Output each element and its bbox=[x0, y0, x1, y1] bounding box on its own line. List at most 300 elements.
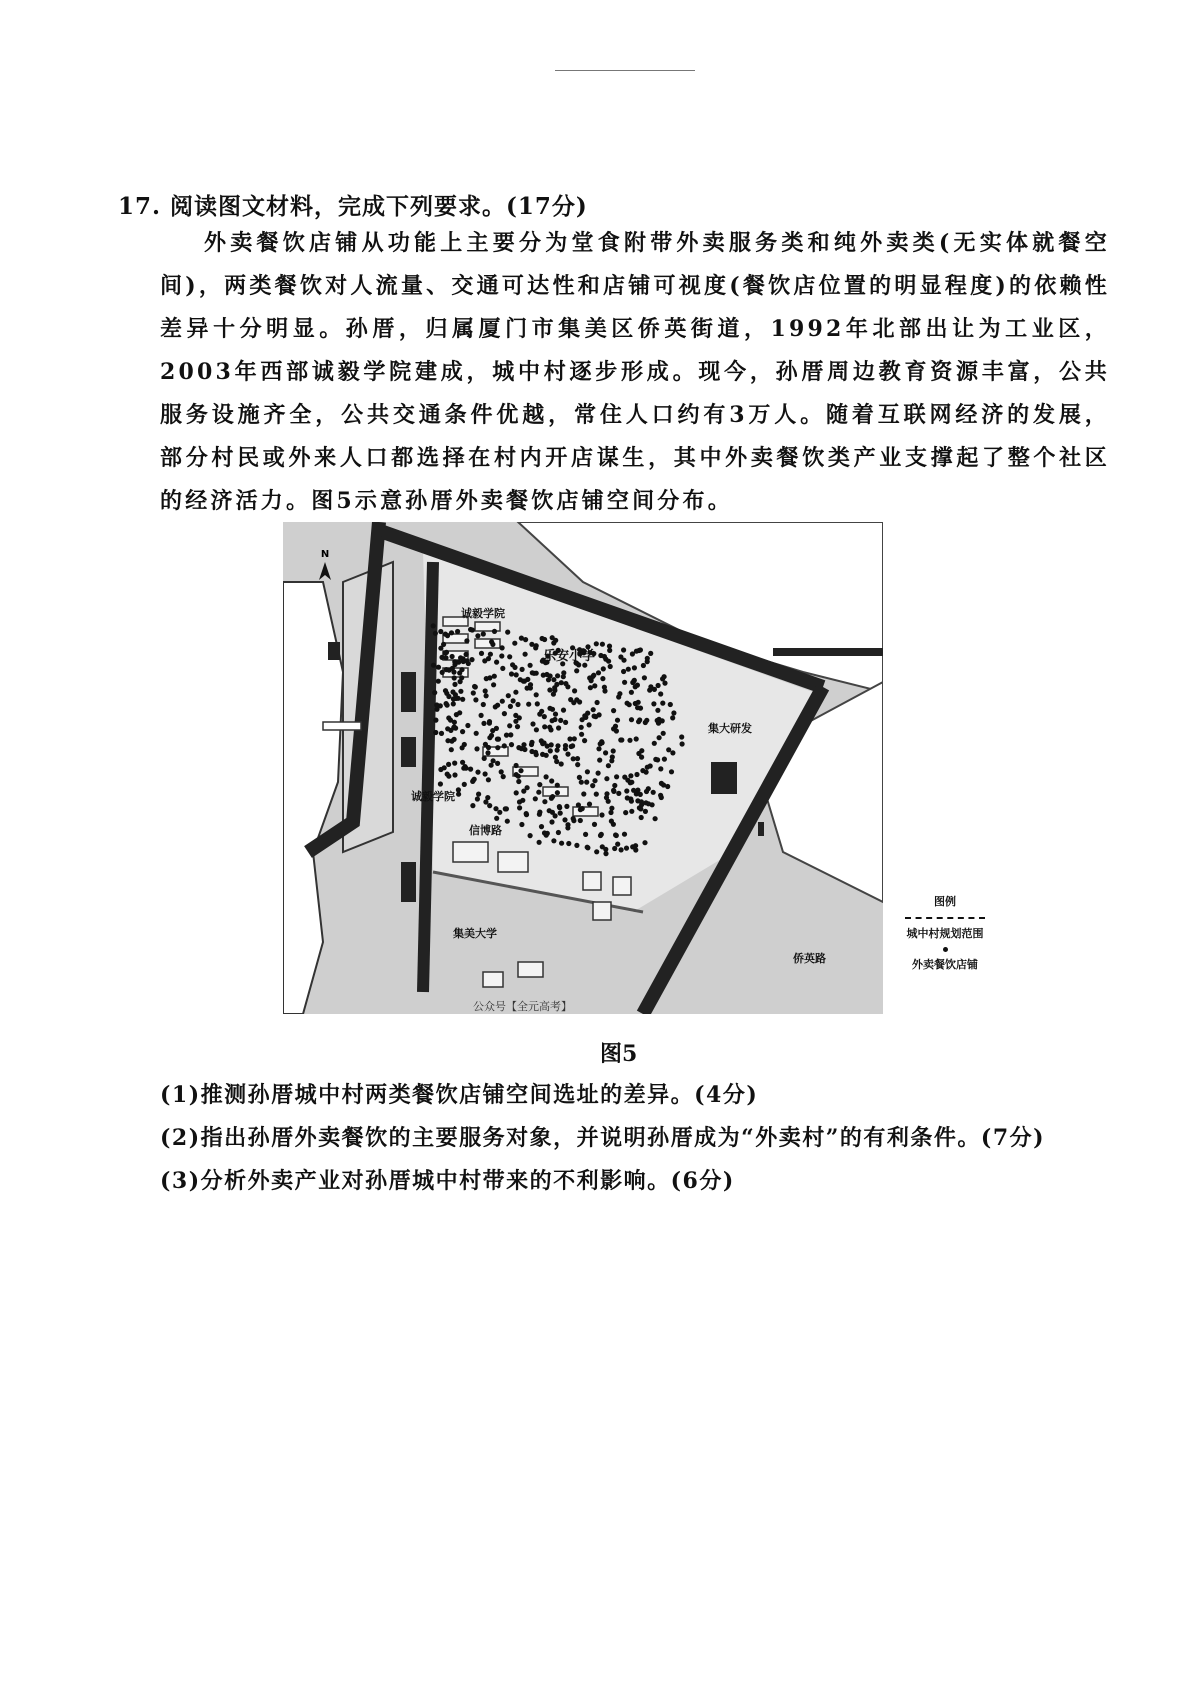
shop-dot bbox=[552, 717, 557, 722]
shop-dot bbox=[431, 623, 436, 628]
shop-dot bbox=[635, 705, 640, 710]
shop-dot bbox=[499, 653, 504, 658]
shop-dot bbox=[471, 690, 476, 695]
shop-dot bbox=[623, 810, 628, 815]
shop-dot bbox=[525, 785, 530, 790]
shop-dot bbox=[494, 726, 499, 731]
shop-dot bbox=[599, 812, 604, 817]
shop-dot bbox=[625, 795, 630, 800]
shop-dot bbox=[517, 805, 522, 810]
shop-dot bbox=[552, 685, 557, 690]
shop-dot bbox=[594, 849, 599, 854]
shop-dot bbox=[534, 727, 539, 732]
shop-dot bbox=[446, 715, 451, 720]
shop-dot bbox=[644, 718, 649, 723]
shop-dot bbox=[501, 774, 506, 779]
shop-dot bbox=[509, 742, 514, 747]
shop-dot bbox=[651, 790, 656, 795]
shop-dot bbox=[656, 683, 661, 688]
shop-dot bbox=[564, 804, 569, 809]
question-title: 17. 阅读图文材料，完成下列要求。(17分) bbox=[118, 193, 588, 220]
shop-dot bbox=[604, 795, 609, 800]
shop-dot bbox=[500, 666, 505, 671]
shop-dot bbox=[457, 710, 462, 715]
sub-question-1: (1)推测孙厝城中村两类餐饮店铺空间选址的差异。(4分) bbox=[160, 1082, 759, 1108]
shop-dot bbox=[508, 704, 513, 709]
shop-dot bbox=[520, 667, 525, 672]
shop-dot bbox=[604, 776, 609, 781]
shop-dot bbox=[506, 693, 511, 698]
shop-dot bbox=[556, 725, 561, 730]
shop-dot bbox=[670, 715, 675, 720]
shop-dot bbox=[629, 690, 634, 695]
shop-dot bbox=[596, 771, 601, 776]
shop-dot bbox=[535, 701, 540, 706]
shop-dot bbox=[588, 685, 593, 690]
shop-dot bbox=[439, 655, 444, 660]
shop-dot bbox=[655, 708, 660, 713]
shop-dot bbox=[615, 842, 620, 847]
shop-dot bbox=[548, 748, 553, 753]
shop-dot bbox=[479, 651, 484, 656]
shop-dot bbox=[487, 721, 492, 726]
shop-dot bbox=[456, 787, 461, 792]
shop-dot bbox=[590, 783, 595, 788]
shop-dot bbox=[585, 711, 590, 716]
shop-dot bbox=[587, 722, 592, 727]
shop-dot bbox=[499, 769, 504, 774]
shop-dot bbox=[482, 756, 487, 761]
legend-boundary-line-icon bbox=[905, 917, 985, 919]
shop-dot bbox=[514, 763, 519, 768]
map-label-chengyi-2: 诚毅学院 bbox=[411, 790, 455, 803]
shop-dot bbox=[488, 652, 493, 657]
map-label-xinbo: 信博路 bbox=[469, 824, 502, 837]
shop-dot bbox=[475, 633, 480, 638]
shop-dot bbox=[613, 724, 618, 729]
shop-dot bbox=[460, 697, 465, 702]
shop-dot bbox=[513, 713, 518, 718]
shop-dot bbox=[547, 687, 552, 692]
passage bbox=[160, 222, 1110, 523]
shop-dot bbox=[505, 630, 510, 635]
sub-question-3: (3)分析外卖产业对孙厝城中村带来的不利影响。(6分) bbox=[160, 1168, 735, 1194]
shop-dot bbox=[611, 748, 616, 753]
shop-dot bbox=[660, 701, 665, 706]
shop-dot bbox=[465, 723, 470, 728]
shop-dot bbox=[476, 792, 481, 797]
shop-dot bbox=[497, 810, 502, 815]
shop-dot bbox=[528, 833, 533, 838]
shop-dot bbox=[438, 629, 443, 634]
shop-dot bbox=[569, 744, 574, 749]
shop-dot bbox=[614, 728, 619, 733]
shop-dot bbox=[639, 815, 644, 820]
shop-dot bbox=[462, 782, 467, 787]
shop-dot bbox=[635, 683, 640, 688]
shop-dot bbox=[596, 746, 601, 751]
shop-dot bbox=[642, 840, 647, 845]
shop-dot bbox=[540, 636, 545, 641]
shop-dot bbox=[644, 789, 649, 794]
shop-dot bbox=[658, 793, 663, 798]
shop-dot bbox=[455, 629, 460, 634]
shop-dot bbox=[609, 819, 614, 824]
shop-dot bbox=[619, 847, 624, 852]
shop-dot bbox=[433, 631, 438, 636]
shop-dot bbox=[539, 824, 544, 829]
shop-dot bbox=[540, 752, 545, 757]
shop-dot bbox=[508, 732, 513, 737]
shop-dot bbox=[436, 665, 441, 670]
shop-dot bbox=[479, 713, 484, 718]
shop-dot bbox=[523, 652, 528, 657]
shop-dot bbox=[519, 636, 524, 641]
legend-boundary-label: 城中村规划范围 bbox=[906, 927, 984, 940]
shop-dot bbox=[509, 671, 514, 676]
shop-dot bbox=[495, 737, 500, 742]
shop-dot bbox=[621, 647, 626, 652]
shop-dot bbox=[624, 846, 629, 851]
map-legend bbox=[890, 893, 1000, 978]
shop-dot bbox=[626, 667, 631, 672]
shop-dot bbox=[441, 642, 446, 647]
shop-dot bbox=[638, 792, 643, 797]
shop-dot bbox=[643, 809, 648, 814]
shop-dot bbox=[485, 750, 490, 755]
shop-dot bbox=[641, 663, 646, 668]
shop-dot bbox=[459, 667, 464, 672]
shop-dot bbox=[584, 780, 589, 785]
shop-dot bbox=[533, 645, 538, 650]
shop-dot bbox=[440, 670, 445, 675]
shop-dot bbox=[579, 725, 584, 730]
shop-dot bbox=[452, 720, 457, 725]
map-figure bbox=[283, 522, 883, 1014]
shop-dot bbox=[645, 656, 650, 661]
shop-dot bbox=[635, 798, 640, 803]
shop-dot bbox=[615, 718, 620, 723]
shop-dot bbox=[549, 742, 554, 747]
shop-dot bbox=[591, 673, 596, 678]
shop-dot bbox=[485, 795, 490, 800]
shop-dot bbox=[656, 717, 661, 722]
north-label: N bbox=[320, 549, 330, 560]
shop-dot bbox=[658, 691, 663, 696]
shop-dot bbox=[520, 798, 525, 803]
shop-dot bbox=[600, 740, 605, 745]
shop-dot bbox=[644, 770, 649, 775]
shop-dot bbox=[592, 778, 597, 783]
shop-dot bbox=[611, 708, 616, 713]
shop-dot bbox=[503, 806, 508, 811]
shop-dot bbox=[481, 702, 486, 707]
shop-dot bbox=[571, 700, 576, 705]
shop-dot bbox=[438, 767, 443, 772]
shop-dot bbox=[537, 810, 542, 815]
shop-dot bbox=[606, 763, 611, 768]
shop-dot bbox=[468, 767, 473, 772]
shop-dot bbox=[542, 799, 547, 804]
shop-dot bbox=[486, 777, 491, 782]
shop-dot bbox=[581, 791, 586, 796]
shop-dot bbox=[487, 803, 492, 808]
shop-dot bbox=[679, 734, 684, 739]
shop-dot bbox=[579, 732, 584, 737]
shop-dot bbox=[484, 676, 489, 681]
shop-dot bbox=[458, 655, 463, 660]
shop-dot bbox=[460, 745, 465, 750]
shop-dot bbox=[525, 686, 530, 691]
shop-dot bbox=[551, 838, 556, 843]
shop-dot bbox=[648, 651, 653, 656]
shop-dot bbox=[580, 806, 585, 811]
shop-dot bbox=[563, 720, 568, 725]
shop-dot bbox=[495, 703, 500, 708]
shop-dot bbox=[491, 682, 496, 687]
shop-dot bbox=[481, 721, 486, 726]
shop-dot bbox=[484, 693, 489, 698]
shop-dot bbox=[634, 736, 639, 741]
shop-dot bbox=[603, 851, 608, 856]
shop-dot bbox=[612, 846, 617, 851]
map-label-lean: 乐安小学 bbox=[543, 649, 596, 664]
shop-dot bbox=[624, 788, 629, 793]
shop-dot bbox=[594, 641, 599, 646]
shop-dot bbox=[536, 790, 541, 795]
shop-dot bbox=[432, 690, 437, 695]
shop-dot bbox=[537, 712, 542, 717]
shop-dot bbox=[542, 714, 547, 719]
shop-dot bbox=[575, 762, 580, 767]
shop-dot bbox=[452, 682, 457, 687]
shop-dot bbox=[489, 639, 494, 644]
shop-dot bbox=[639, 748, 644, 753]
shop-dot bbox=[555, 673, 560, 678]
shop-dot bbox=[598, 653, 603, 658]
shop-dot bbox=[627, 738, 632, 743]
shop-dot bbox=[594, 792, 599, 797]
map-svg bbox=[283, 522, 883, 1014]
shop-dot bbox=[464, 638, 469, 643]
shop-dot bbox=[556, 830, 561, 835]
shop-dot bbox=[451, 701, 456, 706]
shop-dot bbox=[491, 758, 496, 763]
shop-dot bbox=[619, 737, 624, 742]
shop-dot bbox=[601, 666, 606, 671]
shop-dot bbox=[603, 750, 608, 755]
shop-dot bbox=[516, 779, 521, 784]
shop-dot bbox=[657, 735, 662, 740]
shop-dot bbox=[549, 819, 554, 824]
shop-dot bbox=[562, 817, 567, 822]
map-label-chengyi-1: 诚毅学院 bbox=[461, 607, 505, 620]
shop-dot bbox=[460, 729, 465, 734]
shop-dot bbox=[526, 702, 531, 707]
shop-dot bbox=[472, 684, 477, 689]
shop-dot bbox=[434, 702, 439, 707]
shop-dot bbox=[583, 832, 588, 837]
shop-dot bbox=[550, 635, 555, 640]
shop-dot bbox=[436, 679, 441, 684]
shop-dot bbox=[516, 774, 521, 779]
shop-dot bbox=[443, 688, 448, 693]
shop-dot bbox=[445, 633, 450, 638]
shop-dot bbox=[612, 783, 617, 788]
shop-dot bbox=[500, 699, 505, 704]
shop-dot bbox=[558, 811, 563, 816]
shop-dot bbox=[625, 701, 630, 706]
shop-dot bbox=[505, 819, 510, 824]
shop-dot bbox=[544, 672, 549, 677]
shop-dot bbox=[475, 796, 480, 801]
shop-dot bbox=[475, 770, 480, 775]
shop-dot bbox=[464, 658, 469, 663]
shop-dot bbox=[519, 746, 524, 751]
shop-dot bbox=[578, 818, 583, 823]
shop-dot bbox=[638, 647, 643, 652]
shop-dot bbox=[669, 769, 674, 774]
shop-dot bbox=[483, 742, 488, 747]
shop-dot bbox=[571, 816, 576, 821]
figure-caption: 图5 bbox=[600, 1041, 638, 1067]
shop-dot bbox=[621, 669, 626, 674]
shop-dot bbox=[658, 766, 663, 771]
shop-dot bbox=[680, 741, 685, 746]
shop-dot bbox=[611, 788, 616, 793]
shop-dot bbox=[492, 629, 497, 634]
shop-dot bbox=[585, 845, 590, 850]
shop-dot bbox=[653, 816, 658, 821]
shop-dot bbox=[630, 680, 635, 685]
shop-dot bbox=[470, 803, 475, 808]
shop-dot bbox=[445, 726, 450, 731]
shop-dot bbox=[507, 654, 512, 659]
shop-dot bbox=[630, 651, 635, 656]
shop-dot bbox=[660, 676, 665, 681]
shop-dot bbox=[638, 806, 643, 811]
shop-dot bbox=[609, 758, 614, 763]
shop-dot bbox=[474, 746, 479, 751]
shop-dot bbox=[511, 698, 516, 703]
shop-dot bbox=[529, 740, 534, 745]
shop-dot bbox=[622, 775, 627, 780]
shop-dot bbox=[579, 780, 584, 785]
sub-question-2: (2)指出孙厝外卖餐饮的主要服务对象，并说明孙厝成为“外卖村”的有利条件。(7分) bbox=[160, 1125, 1046, 1151]
shop-dot bbox=[602, 688, 607, 693]
shop-dot bbox=[524, 811, 529, 816]
shop-dot bbox=[528, 663, 533, 668]
shop-dot bbox=[483, 688, 488, 693]
shop-dot bbox=[495, 761, 500, 766]
shop-dot bbox=[446, 762, 451, 767]
shop-dot bbox=[636, 719, 641, 724]
shop-dot bbox=[443, 650, 448, 655]
shop-dot bbox=[518, 768, 523, 773]
shop-dot bbox=[622, 832, 627, 837]
shop-dot bbox=[438, 781, 443, 786]
shop-dot bbox=[450, 689, 455, 694]
shop-dot bbox=[439, 731, 444, 736]
shop-dot bbox=[512, 665, 517, 670]
shop-dot bbox=[591, 707, 596, 712]
shop-dot bbox=[617, 691, 622, 696]
shop-dot bbox=[559, 761, 564, 766]
shop-dot bbox=[659, 781, 664, 786]
shop-dot bbox=[452, 737, 457, 742]
shop-dot bbox=[502, 711, 507, 716]
map-label-jida: 集大研发 bbox=[708, 722, 752, 735]
passage-text: 外卖餐饮店铺从功能上主要分为堂食附带外卖服务类和纯外卖类(无实体就餐空间)，两类餐饮对人流量、交通可达性和店铺可视度(餐饮店位置的明显程度)的依赖性差异十分明显。孙厝，归属厦门市集美区侨英街道，1992年北部出让为工业区，2003年西部诚毅学院建成，城中村逐步形成。现今，孙厝周边教育资源丰富，公共服务设施齐全，公共交通条件优越，常住人口约有3万人。随着互联网经济的发展，部分村民或外来人口都选择在村内开店谋生，其中外卖餐饮类产业支撑起了整个社区的经济活力。图5示意孙厝外卖餐饮店铺空间分布。 bbox=[160, 230, 1110, 514]
shop-dot bbox=[452, 772, 457, 777]
shop-dot bbox=[507, 723, 512, 728]
map-label-jimei: 集美大学 bbox=[453, 927, 497, 940]
shop-dot bbox=[547, 706, 552, 711]
shop-dot bbox=[464, 652, 469, 657]
shop-dot bbox=[452, 761, 457, 766]
shop-dot bbox=[595, 700, 600, 705]
shop-dot bbox=[483, 771, 488, 776]
shop-dot bbox=[494, 816, 499, 821]
shop-dot bbox=[555, 748, 560, 753]
shop-dot bbox=[587, 802, 592, 807]
shop-dot bbox=[598, 833, 603, 838]
map-label-yanbo: 侨英路 bbox=[793, 952, 826, 965]
shop-dot bbox=[459, 675, 464, 680]
shop-dot bbox=[495, 745, 500, 750]
shop-dot bbox=[519, 822, 524, 827]
shop-dot bbox=[572, 688, 577, 693]
shop-dot bbox=[529, 749, 534, 754]
shop-dot bbox=[642, 675, 647, 680]
shop-dot bbox=[449, 747, 454, 752]
shop-dot bbox=[563, 743, 568, 748]
shop-dot bbox=[532, 671, 537, 676]
shop-dot bbox=[628, 780, 633, 785]
shop-dot bbox=[666, 747, 671, 752]
shop-dot bbox=[553, 712, 558, 717]
legend-shop-dot-icon bbox=[943, 947, 948, 952]
shop-dot bbox=[433, 718, 438, 723]
shop-dot bbox=[445, 738, 450, 743]
shop-dot bbox=[652, 687, 657, 692]
shop-dot bbox=[622, 680, 627, 685]
shop-dot bbox=[533, 796, 538, 801]
shop-dot bbox=[596, 670, 601, 675]
shop-dot bbox=[646, 801, 651, 806]
shop-dot bbox=[469, 657, 474, 662]
shop-dot bbox=[668, 702, 673, 707]
shop-dot bbox=[614, 774, 619, 779]
shop-dot bbox=[606, 659, 611, 664]
shop-dot bbox=[493, 806, 498, 811]
map-label-box-west bbox=[323, 722, 361, 730]
shop-dot bbox=[559, 841, 564, 846]
shop-dot bbox=[444, 701, 449, 706]
shop-dot bbox=[628, 773, 633, 778]
shop-dot bbox=[614, 833, 619, 838]
shop-dot bbox=[593, 714, 598, 719]
map-watermark: 公众号【全元高考】 bbox=[473, 1000, 572, 1013]
shop-dot bbox=[545, 831, 550, 836]
shop-dot bbox=[632, 665, 637, 670]
shop-dot bbox=[600, 676, 605, 681]
shop-dot bbox=[550, 810, 555, 815]
shop-dot bbox=[565, 752, 570, 757]
shop-dot bbox=[634, 772, 639, 777]
legend-shop-label: 外卖餐饮店铺 bbox=[912, 958, 978, 971]
shop-dot bbox=[551, 677, 556, 682]
